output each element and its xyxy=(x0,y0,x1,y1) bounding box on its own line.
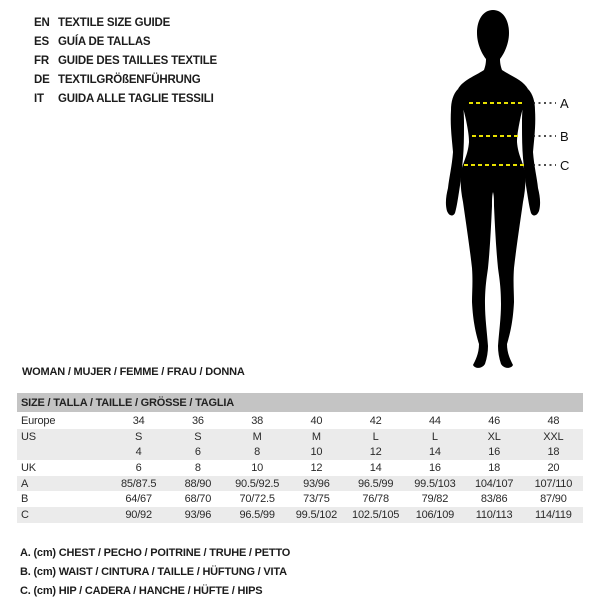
table-cell: 87/90 xyxy=(540,493,567,506)
title-row-en xyxy=(34,13,217,32)
lang-code: EN xyxy=(34,16,50,29)
row-label: UK xyxy=(21,461,36,474)
note-hip: C. (cm) HIP / CADERA / HANCHE / HÜFTE / HIPS xyxy=(20,584,263,597)
table-cell: 76/78 xyxy=(362,493,389,506)
table-cell: 90.5/92.5 xyxy=(235,477,280,490)
title-row-de xyxy=(34,71,217,90)
table-row-us xyxy=(17,429,583,445)
hip-label: C xyxy=(560,158,570,173)
table-cell: 12 xyxy=(369,446,382,459)
table-cell: 16 xyxy=(428,461,441,474)
table-cell: 42 xyxy=(369,414,382,427)
table-cell: 10 xyxy=(251,461,264,474)
table-cell: 6 xyxy=(194,446,201,459)
table-cell: 96.5/99 xyxy=(357,477,394,490)
table-row-uk xyxy=(17,460,583,476)
table-cell: 93/96 xyxy=(303,477,330,490)
table-row-chest xyxy=(17,476,583,492)
table-cell: 10 xyxy=(310,446,323,459)
table-cell: 88/90 xyxy=(184,477,212,490)
note-chest: A. (cm) CHEST / PECHO / POITRINE / TRUHE / PETTO xyxy=(20,546,291,559)
table-cell: 114/119 xyxy=(535,508,572,521)
table-cell: 99.5/103 xyxy=(414,477,456,490)
table-cell: 93/96 xyxy=(184,508,212,521)
note-waist: B. (cm) WAIST / CINTURA / TAILLE / HÜFTUNG / VITA xyxy=(20,565,287,578)
woman-right-arm xyxy=(522,89,540,215)
table-cell: 46 xyxy=(488,414,501,427)
table-cell: 8 xyxy=(194,461,201,474)
table-cell: 64/67 xyxy=(125,493,152,506)
table-row-hip xyxy=(17,507,583,523)
lang-code: DE xyxy=(34,74,50,87)
table-cell: 107/110 xyxy=(534,477,573,490)
table-cell: 16 xyxy=(488,446,501,459)
woman-left-arm xyxy=(446,89,464,215)
table-cell: 18 xyxy=(488,461,501,474)
table-cell: 96.5/99 xyxy=(239,508,275,521)
table-cell: 73/75 xyxy=(303,493,330,506)
row-label: B xyxy=(21,493,29,506)
table-cell: 104/107 xyxy=(474,477,514,490)
table-cell: 14 xyxy=(369,461,382,474)
table-cell: 20 xyxy=(547,461,560,474)
lang-code: FR xyxy=(34,54,49,67)
table-cell: 36 xyxy=(191,414,204,427)
table-cell: 34 xyxy=(132,414,145,427)
table-cell: L xyxy=(431,430,438,443)
title-row-fr xyxy=(34,51,217,70)
table-cell: 90/92 xyxy=(125,508,152,521)
table-cell: S xyxy=(194,430,202,443)
table-cell: 12 xyxy=(310,461,323,474)
table-cell: 79/82 xyxy=(421,493,449,506)
title-text: TEXTILGRÖßENFÜHRUNG xyxy=(58,74,201,87)
table-cell: 6 xyxy=(135,461,142,474)
title-row-es xyxy=(34,32,217,51)
table-cell: 38 xyxy=(251,414,264,427)
table-cell: 110/113 xyxy=(475,508,513,521)
measurement-notes xyxy=(20,543,290,600)
table-cell: 70/72.5 xyxy=(239,493,275,506)
table-cell: 40 xyxy=(310,414,323,427)
woman-body-silhouette xyxy=(458,10,528,368)
woman-silhouette-figure xyxy=(433,8,583,372)
title-text: TEXTILE SIZE GUIDE xyxy=(58,16,171,29)
table-cell: 4 xyxy=(135,446,142,459)
table-cell: 85/87.5 xyxy=(120,477,157,490)
title-text: GUÍA DE TALLAS xyxy=(58,35,151,48)
chest-label: A xyxy=(560,96,569,111)
title-row-it xyxy=(34,90,217,109)
size-table-header: SIZE / TALLA / TAILLE / GRÖSSE / TAGLIA xyxy=(17,393,583,412)
table-row-waist xyxy=(17,491,583,507)
table-cell: 48 xyxy=(547,414,560,427)
table-cell: 44 xyxy=(428,414,441,427)
title-text: GUIDE DES TAILLES TEXTILE xyxy=(58,54,217,67)
table-cell: M xyxy=(311,430,321,443)
row-label: US xyxy=(21,430,36,443)
table-cell: M xyxy=(252,430,262,443)
size-table xyxy=(17,393,583,523)
lang-code: IT xyxy=(34,93,44,106)
row-label: A xyxy=(21,477,29,490)
waist-label: B xyxy=(560,129,569,144)
section-title-woman: WOMAN / MUJER / FEMME / FRAU / DONNA xyxy=(22,366,245,378)
table-cell: 8 xyxy=(254,446,261,459)
table-cell: XL xyxy=(487,430,501,443)
lang-code: ES xyxy=(34,35,49,48)
table-cell: 102.5/105 xyxy=(352,508,400,521)
table-cell: 83/86 xyxy=(480,493,508,506)
title-text: GUIDA ALLE TAGLIE TESSILI xyxy=(58,93,214,106)
row-label: C xyxy=(21,508,29,521)
table-row-europe xyxy=(17,413,583,429)
table-cell: 106/109 xyxy=(415,508,455,521)
table-cell: 68/70 xyxy=(184,493,212,506)
table-cell: S xyxy=(135,430,143,443)
table-cell: 99.5/102 xyxy=(295,508,337,521)
table-row-us-numeric xyxy=(17,444,583,460)
row-label: Europe xyxy=(21,414,56,427)
table-cell: L xyxy=(372,430,379,443)
table-cell: 14 xyxy=(428,446,441,459)
table-cell: 18 xyxy=(547,446,560,459)
language-title-block xyxy=(34,13,217,109)
table-cell: XXL xyxy=(543,430,564,443)
